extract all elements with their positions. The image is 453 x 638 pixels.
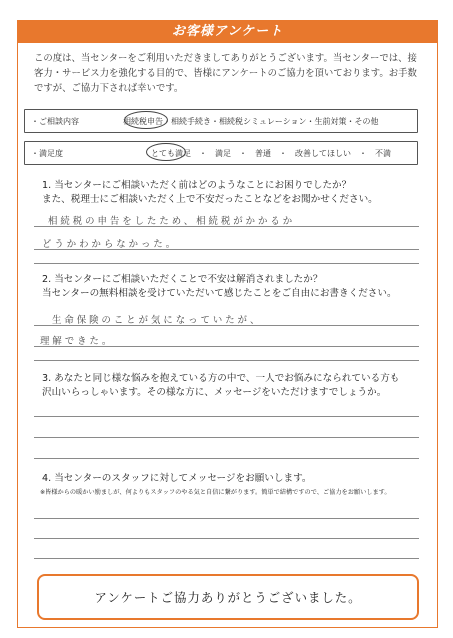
question-3: 3. あなたと同じ様な悩みを抱えている方の中で、一人でお悩みになられている方も 沢山いらっしゃいます。その様な方に、メッセージをいただけますでしょうか。: [42, 373, 400, 398]
answer-3-rule[interactable]: [34, 458, 419, 459]
answer-1-rule[interactable]: [34, 226, 419, 227]
answer-2-rule[interactable]: [34, 346, 419, 347]
answer-4-rule[interactable]: [34, 518, 419, 519]
question-2: 2. 当センターにご相談いただくことで不安は解消されましたか？ 当センターの無料相談を受けていただいて感じたことをご自由にお書きください。: [42, 274, 397, 299]
answer-2-rule[interactable]: [34, 325, 419, 326]
answer-1-rule[interactable]: [34, 263, 419, 264]
question-1: 1. 当センターにご相談いただく前はどのようなことにお困りでしたか？ また、税理士にご相談いただく上で不安だったことなどをお聞かせください。: [42, 180, 378, 205]
answer-3-rule[interactable]: [34, 437, 419, 438]
closing-message: アンケートご協力ありがとうございました。: [37, 574, 419, 620]
answer-3-rule[interactable]: [34, 416, 419, 417]
satisfaction-options[interactable]: とても満足 ・ 満足 ・ 普通 ・ 改善してほしい ・ 不満: [151, 148, 391, 158]
satisfaction-label: ・満足度: [31, 148, 63, 158]
consultation-row: [24, 109, 418, 133]
intro-text: この度は、当センターをご利用いただきましてありがとうございます。当センターでは、接客力・サービス力を強化する目的で、皆様にアンケートのご協力を頂いております。お手数ですが、ご協力下されば幸いです。: [34, 53, 417, 94]
answer-4-rule[interactable]: [34, 558, 419, 559]
consultation-options[interactable]: 相続税申告・相続手続き・相続税シミュレーション・生前対策・その他: [123, 116, 379, 126]
answer-1-line-2: どうかわからなかった。: [42, 239, 179, 250]
survey-title: お客様アンケート: [17, 20, 438, 43]
question-4: 4. 当センターのスタッフに対してメッセージをお願いします。: [42, 473, 312, 484]
answer-2-line-2: 理解できた。: [40, 336, 115, 347]
answer-4-rule[interactable]: [34, 538, 419, 539]
consultation-circled-mark: [124, 111, 168, 129]
satisfaction-circled-mark: [146, 143, 186, 161]
answer-1-rule[interactable]: [34, 249, 419, 250]
answer-2-line-1: 生命保険のことが気になっていたが、: [52, 315, 263, 326]
satisfaction-row: [24, 141, 418, 165]
answer-1-line-1: 相続税の申告をしたため、相続税がかかるか: [48, 216, 296, 227]
question-4-note: ※皆様からの暖かい励ましが、何よりもスタッフのやる気と自信に繋がります。簡単で結構ですので、ご協力をお願いします。: [40, 489, 391, 496]
answer-2-rule[interactable]: [34, 360, 419, 361]
consultation-label: ・ご相談内容: [31, 116, 79, 126]
